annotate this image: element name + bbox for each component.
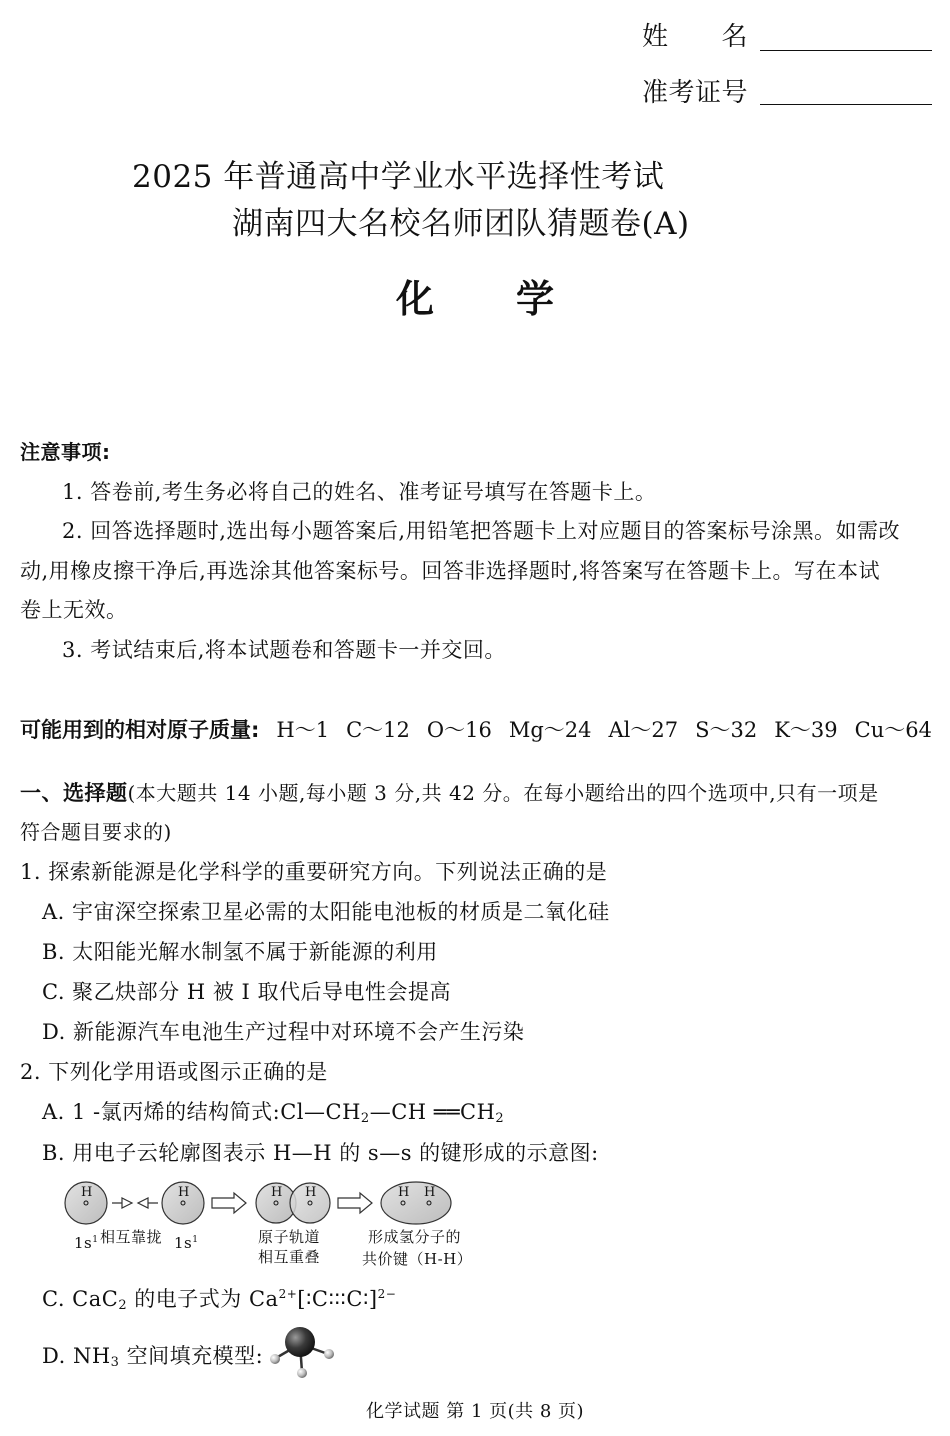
mass-mg: Mg～24 — [508, 718, 592, 742]
nh3-space-filling-model — [262, 1322, 344, 1382]
h-atom-label: H — [178, 1185, 190, 1200]
text-part: 空间填充模型: — [119, 1344, 264, 1368]
q1-option-c: C. 聚乙炔部分 H 被 I 取代后导电性会提高 — [42, 980, 451, 1004]
section-1-desc-2: 符合题目要求的) — [20, 820, 172, 844]
subscript: 2 — [118, 1298, 128, 1313]
overlap-caption-2: 相互重叠 — [258, 1248, 321, 1266]
section-1-desc: (本大题共 14 小题,每小题 3 分,共 42 分。在每小题给出的四个选项中,只有一项是 — [127, 781, 879, 805]
exam-id-label: 准考证号 — [642, 78, 749, 108]
mass-al: Al～27 — [608, 718, 679, 742]
formula-subscript: 2 — [495, 1111, 505, 1126]
nitrogen-atom — [285, 1327, 315, 1357]
orbital-sup: 1 — [92, 1235, 99, 1245]
orbital-text: 1s — [174, 1234, 193, 1252]
hydrogen-atom — [297, 1368, 307, 1378]
mass-cu: Cu～64 — [854, 718, 932, 742]
text-part: C. CaC — [42, 1287, 119, 1311]
exam-id-blank[interactable] — [760, 104, 932, 105]
bond-caption-2: 共价键（H-H） — [362, 1250, 473, 1268]
q2-option-c — [42, 1283, 396, 1313]
overlap-caption-1: 原子轨道 — [258, 1228, 321, 1246]
electron-formula: [∶C∶∶∶C∶] — [297, 1287, 378, 1311]
q1-option-d: D. 新能源汽车电池生产过程中对环境不会产生污染 — [42, 1020, 525, 1044]
mass-o: O～16 — [426, 718, 492, 742]
h2-molecule-orbital — [381, 1182, 451, 1224]
subject-title: 化 学 — [396, 277, 557, 321]
hydrogen-atom — [270, 1354, 280, 1364]
h-atom-label: H — [398, 1185, 410, 1200]
formula-subscript: 2 — [360, 1111, 370, 1126]
q2-option-d — [42, 1340, 263, 1370]
superscript: 2− — [377, 1287, 397, 1301]
q1-option-b: B. 太阳能光解水制氢不属于新能源的利用 — [42, 940, 438, 964]
superscript: 2+ — [278, 1287, 298, 1301]
notice-item-2-line-3: 卷上无效。 — [20, 598, 128, 622]
text-part: 的电子式为 Ca — [127, 1287, 279, 1311]
exam-subtitle: 湖南四大名校名师团队猜题卷(A) — [232, 206, 690, 242]
h-atom-label: H — [305, 1185, 317, 1200]
right-arrow — [338, 1193, 372, 1213]
q2-option-b: B. 用电子云轮廓图表示 H—H 的 s—s 的键形成的示意图: — [42, 1141, 599, 1165]
orbital-label-right — [174, 1234, 198, 1252]
exam-title: 2025 年普通高中学业水平选择性考试 — [132, 159, 665, 195]
q2-stem: 2. 下列化学用语或图示正确的是 — [20, 1060, 328, 1084]
orbital-sup: 1 — [192, 1235, 199, 1245]
mass-k: K～39 — [774, 718, 838, 742]
approach-arrows — [112, 1198, 158, 1208]
notice-item-3: 3. 考试结束后,将本试题卷和答题卡一并交回。 — [62, 638, 506, 662]
notice-item-1: 1. 答卷前,考生务必将自己的姓名、准考证号填写在答题卡上。 — [62, 480, 657, 504]
mass-h: H～1 — [276, 718, 330, 742]
name-blank[interactable] — [760, 50, 932, 51]
formula-part: —CH ══CH — [369, 1100, 496, 1124]
notice-item-2-line-2: 动,用橡皮擦干净后,再选涂其他答案标号。回答非选择题时,将答案写在答题卡上。写在本试 — [20, 559, 881, 583]
formula-part: Cl—CH — [280, 1100, 361, 1124]
q1-option-a: A. 宇宙深空探索卫星必需的太阳能电池板的材质是二氧化硅 — [42, 900, 610, 924]
bond-caption-1: 形成氢分子的 — [368, 1228, 462, 1246]
section-1-header — [20, 777, 879, 807]
right-arrow — [212, 1193, 246, 1213]
orbital-label-left — [74, 1234, 98, 1252]
text-part: D. NH — [42, 1344, 111, 1368]
notice-heading: 注意事项: — [20, 440, 111, 464]
notice-item-2-line-1: 2. 回答选择题时,选出每小题答案后,用铅笔把答题卡上对应题目的答案标号涂黑。如需改 — [62, 519, 901, 543]
atomic-masses-label: 可能用到的相对原子质量: — [20, 718, 260, 742]
q1-stem: 1. 探索新能源是化学科学的重要研究方向。下列说法正确的是 — [20, 860, 608, 884]
hydrogen-atom — [324, 1349, 334, 1359]
h-atom-label: H — [271, 1185, 283, 1200]
section-1-heading: 一、选择题 — [20, 781, 128, 805]
mass-c: C～12 — [346, 718, 410, 742]
h-atom-label: H — [424, 1185, 436, 1200]
h-atom-label: H — [81, 1185, 93, 1200]
approach-caption: 相互靠拢 — [100, 1228, 163, 1246]
q2-option-a — [42, 1096, 504, 1126]
q2-option-a-prefix: A. 1 -氯丙烯的结构简式: — [42, 1100, 281, 1124]
mass-s: S～32 — [695, 718, 758, 742]
page-footer: 化学试题 第 1 页(共 8 页) — [366, 1401, 585, 1422]
subscript: 3 — [110, 1355, 120, 1370]
atomic-masses — [20, 714, 932, 744]
orbital-text: 1s — [74, 1234, 93, 1252]
name-label: 姓 名 — [642, 22, 749, 52]
